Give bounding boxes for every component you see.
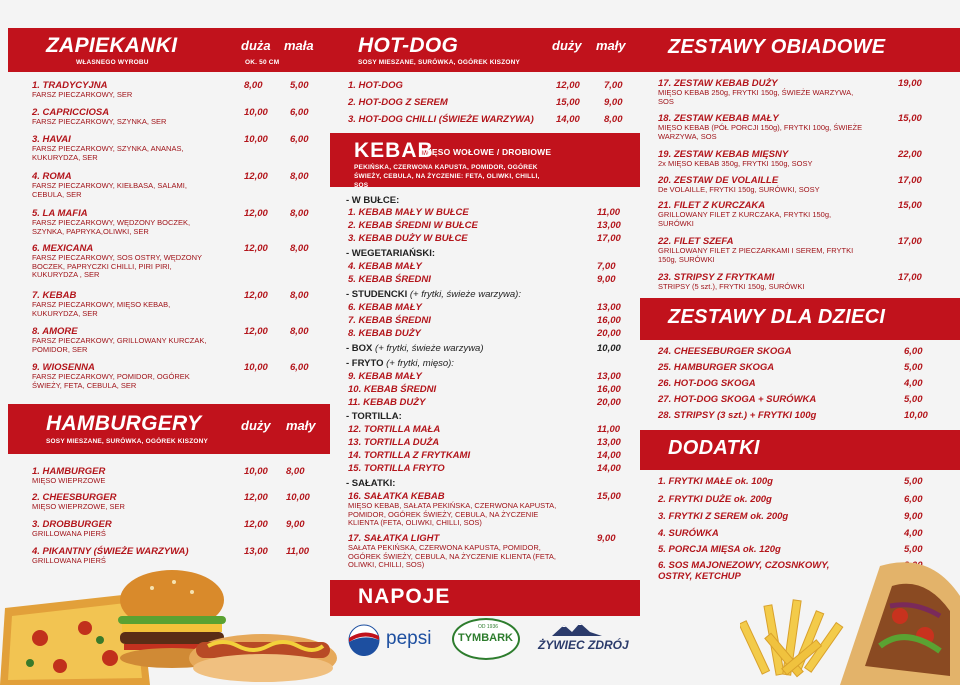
hotdog-header — [330, 28, 640, 72]
price-small: 11,00 — [286, 546, 310, 557]
price-small: 7,00 — [604, 80, 623, 91]
tymbark-wordmark: TYMBARK — [458, 632, 513, 644]
hotdog-col-small: mały — [596, 38, 626, 53]
list-item: 5. KEBAB ŚREDNI — [348, 274, 431, 285]
list-item — [658, 113, 868, 141]
item-description: FARSZ PIECZARKOWY, POMIDOR, OGÓREK ŚWIEŻY, FETA, CEBULA, SER — [32, 372, 190, 390]
price-small: 6,00 — [290, 107, 309, 118]
category-label — [346, 248, 435, 259]
hamburgery-col-small: mały — [286, 418, 316, 433]
hamburgery-title: HAMBURGERY — [46, 412, 202, 435]
item-name: 17. SAŁATKA LIGHT — [348, 533, 440, 544]
price: 19,00 — [898, 78, 922, 89]
middle-panel — [330, 0, 640, 685]
item-description: De VOLAILLE, FRYTKI 150g, SURÓWKI, SOSY — [658, 185, 820, 194]
item-name: 9. WIOSENNA — [32, 362, 95, 373]
price: 6,00 — [904, 494, 923, 505]
item-description: SAŁATA PEKIŃSKA, CZERWONA KAPUSTA, POMIDOR, OGÓREK ŚWIEŻY, CEBULA, NA ŻYCZENIE KLIENTA (FETA, OLIWKI, CHILLI, SOS) — [348, 543, 556, 569]
kebab-subtitle: PEKIŃSKA, CZERWONA KAPUSTA, POMIDOR, OGÓREK ŚWIEŻY, CEBULA, NA ŻYCZENIE: FETA, OLIWKI, CHILLI, SOS — [354, 164, 540, 189]
item-name: 17. ZESTAW KEBAB DUŻY — [658, 78, 778, 89]
price-small: 10,00 — [286, 492, 310, 503]
zapiekanki-size-note: OK. 50 CM — [245, 59, 280, 66]
napoje-header — [330, 580, 640, 616]
price: 10,00 — [597, 343, 621, 354]
left-panel — [0, 0, 330, 685]
zapiekanki-col-big: duża — [241, 38, 271, 53]
item-description: FARSZ PIECZARKOWY, KIEŁBASA, SALAMI, CEBULA, SER — [32, 181, 187, 199]
category-label — [346, 358, 454, 369]
category-label — [346, 478, 395, 489]
list-item — [32, 243, 212, 280]
list-item — [348, 533, 558, 570]
list-item: 13. TORTILLA DUŻA — [348, 437, 440, 448]
price-big: 10,00 — [244, 466, 268, 477]
price: 13,00 — [597, 437, 621, 448]
right-panel — [640, 0, 960, 685]
price: 4,00 — [904, 378, 923, 389]
list-item — [32, 171, 212, 199]
price-big: 12,00 — [244, 290, 268, 301]
item-description: MIĘSO WIEPRZOWE — [32, 476, 106, 485]
price: 17,00 — [898, 175, 922, 186]
list-item: 2. FRYTKI DUŻE ok. 200g — [658, 494, 772, 505]
list-item — [658, 175, 868, 195]
zestawy-title: ZESTAWY OBIADOWE — [668, 36, 886, 58]
item-description: GRILLOWANY FILET Z PIECZARKAMI I SEREM, FRYTKI 150g, SURÓWKI — [658, 246, 854, 264]
price: 14,00 — [597, 463, 621, 474]
list-item — [32, 208, 212, 236]
zapiekanki-col-small: mała — [284, 38, 314, 53]
list-item — [32, 107, 212, 127]
list-item: 9. KEBAB MAŁY — [348, 371, 422, 382]
list-item: 4. KEBAB MAŁY — [348, 261, 422, 272]
list-item: 1. KEBAB MAŁY W BUŁCE — [348, 207, 469, 218]
kebab-title: KEBAB — [354, 139, 434, 162]
item-description: MIĘSO KEBAB 250g, FRYTKI 150g, ŚWIEŻE WARZYWA, SOS — [658, 88, 854, 106]
list-item — [658, 236, 868, 264]
item-name: 23. STRIPSY Z FRYTKAMI — [658, 272, 775, 283]
tymbark-small: OD 1936 — [478, 624, 499, 630]
hotdog-title: HOT-DOG — [358, 34, 459, 57]
list-item: 1. FRYTKI MAŁE ok. 100g — [658, 476, 773, 487]
price-small: 5,00 — [290, 80, 309, 91]
price: 13,00 — [597, 371, 621, 382]
price: 17,00 — [597, 233, 621, 244]
price: 15,00 — [597, 491, 621, 502]
item-name: 16. SAŁATKA KEBAB — [348, 491, 445, 502]
price: 15,00 — [898, 113, 922, 124]
price: 17,00 — [898, 272, 922, 283]
list-item: 27. HOT-DOG SKOGA + SURÓWKA — [658, 394, 817, 405]
list-item: 5. PORCJA MIĘSA ok. 120g — [658, 544, 781, 555]
price: 4,00 — [904, 528, 923, 539]
zapiekanki-title: ZAPIEKANKI — [46, 34, 178, 57]
item-description: MIĘSO KEBAB, SAŁATA PEKIŃSKA, CZERWONA KAPUSTA, POMIDOR, OGÓREK ŚWIEŻY, CEBULA, NA ŻYCZENIE KLIENTA (FETA, OLIWKI, CHILLI, SOS) — [348, 501, 557, 527]
tymbark-logo — [452, 618, 520, 662]
hotdog-subtitle: SOSY MIESZANE, SURÓWKA, OGÓREK KISZONY — [358, 59, 521, 66]
list-item — [658, 78, 868, 106]
category-label — [346, 289, 521, 300]
item-name: 1. TRADYCYJNA — [32, 80, 108, 91]
list-item: 8. KEBAB DUŻY — [348, 328, 421, 339]
item-description: GRILLOWANA PIERŚ — [32, 556, 106, 565]
price: 17,00 — [898, 236, 922, 247]
list-item — [32, 362, 212, 390]
price-big: 12,00 — [244, 492, 268, 503]
list-item — [658, 200, 868, 228]
price-big: 12,00 — [556, 80, 580, 91]
kebab-meat: MIĘSO WOŁOWE / DROBIOWE — [422, 147, 552, 157]
price: 20,00 — [597, 328, 621, 339]
category-name: - STUDENCKI — [346, 289, 408, 300]
price: 5,00 — [904, 394, 923, 405]
item-name: 19. ZESTAW KEBAB MIĘSNY — [658, 149, 789, 160]
list-item: 1. HOT-DOG — [348, 80, 403, 91]
list-item — [32, 546, 232, 566]
price: 6,00 — [904, 346, 923, 357]
price: 11,00 — [597, 424, 621, 435]
list-item: 10. KEBAB ŚREDNI — [348, 384, 437, 395]
list-item: 3. FRYTKI Z SEREM ok. 200g — [658, 511, 789, 522]
list-item — [348, 491, 558, 528]
list-item: 24. CHEESEBURGER SKOGA — [658, 346, 792, 357]
list-item — [658, 149, 868, 169]
item-description: FARSZ PIECZARKOWY, SZYNKA, SER — [32, 117, 167, 126]
item-description: MIĘSO WIEPRZOWE, SER — [32, 502, 125, 511]
item-description: 2x MIĘSO KEBAB 350g, FRYTKI 150g, SOSY — [658, 159, 813, 168]
dodatki-header — [640, 430, 960, 470]
category-name: - FRYTO — [346, 358, 384, 369]
price: 9,00 — [904, 511, 923, 522]
price-small: 6,00 — [290, 362, 309, 373]
category-name: - W BUŁCE: — [346, 195, 400, 206]
item-name: 4. PIKANTNY (ŚWIEŻE WARZYWA) — [32, 546, 189, 557]
zywiec-zdroj-wordmark: ŻYWIEC ZDRÓJ — [538, 638, 629, 652]
list-item — [658, 272, 868, 292]
category-label — [346, 411, 402, 422]
zestawy-header — [640, 28, 960, 72]
item-description: STRIPSY (5 szt.), FRYTKI 150g, SURÓWKI — [658, 282, 805, 291]
price: 13,00 — [597, 302, 621, 313]
price: 15,00 — [898, 200, 922, 211]
list-item — [32, 134, 212, 162]
price-big: 10,00 — [244, 134, 268, 145]
kebab-header — [330, 133, 640, 187]
category-label — [346, 195, 399, 206]
item-description: FARSZ PIECZARKOWY, SZYNKA, ANANAS, KUKURYDZA, SER — [32, 144, 184, 162]
price: 20,00 — [597, 397, 621, 408]
price-big: 12,00 — [244, 326, 268, 337]
category-name: - BOX — [346, 343, 373, 354]
zapiekanki-subtitle: WŁASNEGO WYROBU — [76, 59, 149, 66]
price-big: 12,00 — [244, 519, 268, 530]
list-item — [32, 80, 212, 100]
list-item — [32, 290, 212, 318]
pepsi-logo — [348, 622, 444, 658]
price-small: 6,00 — [290, 134, 309, 145]
list-item: 7. KEBAB ŚREDNI — [348, 315, 431, 326]
hamburgery-header — [8, 404, 330, 454]
price: 16,00 — [597, 315, 621, 326]
list-item: 25. HAMBURGER SKOGA — [658, 362, 775, 373]
price: 10,00 — [904, 410, 928, 421]
price-small: 8,00 — [290, 208, 309, 219]
price-small: 8,00 — [290, 326, 309, 337]
item-description: MIĘSO KEBAB (PÓŁ PORCJI 150g), FRYTKI 100g, ŚWIEŻE WARZYWA, SOS — [658, 123, 863, 141]
price-big: 12,00 — [244, 243, 268, 254]
price-big: 10,00 — [244, 107, 268, 118]
hamburgery-col-big: duży — [241, 418, 271, 433]
hamburgery-subtitle: SOSY MIESZANE, SURÓWKA, OGÓREK KISZONY — [46, 438, 209, 445]
item-description: FARSZ PIECZARKOWY, SER — [32, 90, 133, 99]
item-name: 18. ZESTAW KEBAB MAŁY — [658, 113, 779, 124]
price-small: 8,00 — [604, 114, 623, 125]
item-name: 6. MEXICANA — [32, 243, 94, 254]
price: 5,00 — [904, 476, 923, 487]
price-big: 12,00 — [244, 171, 268, 182]
list-item — [32, 326, 212, 354]
item-name: 21. FILET Z KURCZAKA — [658, 200, 766, 211]
list-item — [32, 492, 232, 512]
price-small: 8,00 — [290, 290, 309, 301]
price-big: 8,00 — [244, 80, 263, 91]
item-name: 3. DROBBURGER — [32, 519, 112, 530]
item-name: 8. AMORE — [32, 326, 78, 337]
price-big: 12,00 — [244, 208, 268, 219]
item-description: GRILLOWANA PIERŚ — [32, 529, 106, 538]
item-description: GRILLOWANY FILET Z KURCZAKA, FRYTKI 150g, SURÓWKI — [658, 210, 832, 228]
list-item — [32, 466, 232, 486]
hotdog-image — [188, 618, 338, 685]
price-big: 14,00 — [556, 114, 580, 125]
list-item: 6. SOS MAJONEZOWY, CZOSNKOWY, OSTRY, KETCHUP — [658, 560, 830, 582]
pepsi-wordmark: pepsi — [386, 628, 432, 649]
item-name: 4. ROMA — [32, 171, 72, 182]
price-small: 8,00 — [290, 243, 309, 254]
item-description: FARSZ PIECZARKOWY, WĘDZONY BOCZEK, SZYNKA, PAPRYKA,OLIWKI, SER — [32, 218, 191, 236]
list-item: 3. HOT-DOG CHILLI (ŚWIEŻE WARZYWA) — [348, 114, 534, 125]
price-big: 10,00 — [244, 362, 268, 373]
list-item: 4. SURÓWKA — [658, 528, 719, 539]
item-name: 22. FILET SZEFA — [658, 236, 734, 247]
price-small: 9,00 — [604, 97, 623, 108]
price: 5,00 — [904, 362, 923, 373]
price: 22,00 — [898, 149, 922, 160]
item-name: 2. CHEESBURGER — [32, 492, 117, 503]
item-description: FARSZ PIECZARKOWY, MIĘSO KEBAB, KUKURYDZA, SER — [32, 300, 171, 318]
zywiec-zdroj-logo — [538, 620, 629, 660]
category-note: (+ frytki, świeże warzywa) — [375, 343, 484, 354]
price-big: 13,00 — [244, 546, 268, 557]
item-name: 1. HAMBURGER — [32, 466, 106, 477]
price: 14,00 — [597, 450, 621, 461]
list-item: 14. TORTILLA Z FRYTKAMI — [348, 450, 471, 461]
list-item: 6. KEBAB MAŁY — [348, 302, 422, 313]
hotdog-col-big: duży — [552, 38, 582, 53]
item-name: 2. CAPRICCIOSA — [32, 107, 110, 118]
list-item: 28. STRIPSY (3 szt.) + FRYTKI 100g — [658, 410, 817, 421]
price: 7,00 — [597, 261, 616, 272]
category-name: - TORTILLA: — [346, 411, 402, 422]
list-item: 3. KEBAB DUŻY W BUŁCE — [348, 233, 468, 244]
price: 5,00 — [904, 544, 923, 555]
item-name: 20. ZESTAW DE VOLAILLE — [658, 175, 779, 186]
item-name: 5. LA MAFIA — [32, 208, 88, 219]
price: 9,00 — [597, 274, 616, 285]
list-item: 15. TORTILLA FRYTO — [348, 463, 445, 474]
category-label — [346, 343, 484, 354]
item-name: 7. KEBAB — [32, 290, 77, 301]
list-item: 12. TORTILLA MAŁA — [348, 424, 441, 435]
price-small: 8,00 — [290, 171, 309, 182]
category-note: (+ frytki, świeże warzywa): — [409, 289, 521, 300]
price: 16,00 — [597, 384, 621, 395]
dzieci-title: ZESTAWY DLA DZIECI — [668, 306, 886, 328]
napoje-title: NAPOJE — [358, 585, 451, 608]
dodatki-title: DODATKI — [668, 437, 760, 459]
item-description: FARSZ PIECZARKOWY, GRILLOWANY KURCZAK, POMIDOR, SER — [32, 336, 207, 354]
list-item: 11. KEBAB DUŻY — [348, 397, 426, 408]
list-item: 2. HOT-DOG Z SEREM — [348, 97, 448, 108]
price: 11,00 — [597, 207, 621, 218]
category-name: - SAŁATKI: — [346, 478, 396, 489]
dzieci-header — [640, 298, 960, 340]
item-description: FARSZ PIECZARKOWY, SOS OSTRY, WĘDZONY BOCZEK, PAPRYCZKI CHILLI, PIRI PIRI, KUKURYDZA , SER — [32, 253, 202, 279]
kebab-wrap-image — [820, 556, 960, 685]
price-small: 8,00 — [286, 466, 305, 477]
item-name: 3. HAVAI — [32, 134, 71, 145]
list-item: 2. KEBAB ŚREDNI W BUŁCE — [348, 220, 478, 231]
list-item — [32, 519, 232, 539]
list-item: 26. HOT-DOG SKOGA — [658, 378, 756, 389]
category-note: (+ frytki, mięso): — [386, 358, 454, 369]
price-small: 9,00 — [286, 519, 305, 530]
price-big: 15,00 — [556, 97, 580, 108]
category-name: - WEGETARIAŃSKI: — [346, 248, 436, 259]
price: 9,00 — [597, 533, 616, 544]
zapiekanki-header — [8, 28, 330, 72]
price: 13,00 — [597, 220, 621, 231]
